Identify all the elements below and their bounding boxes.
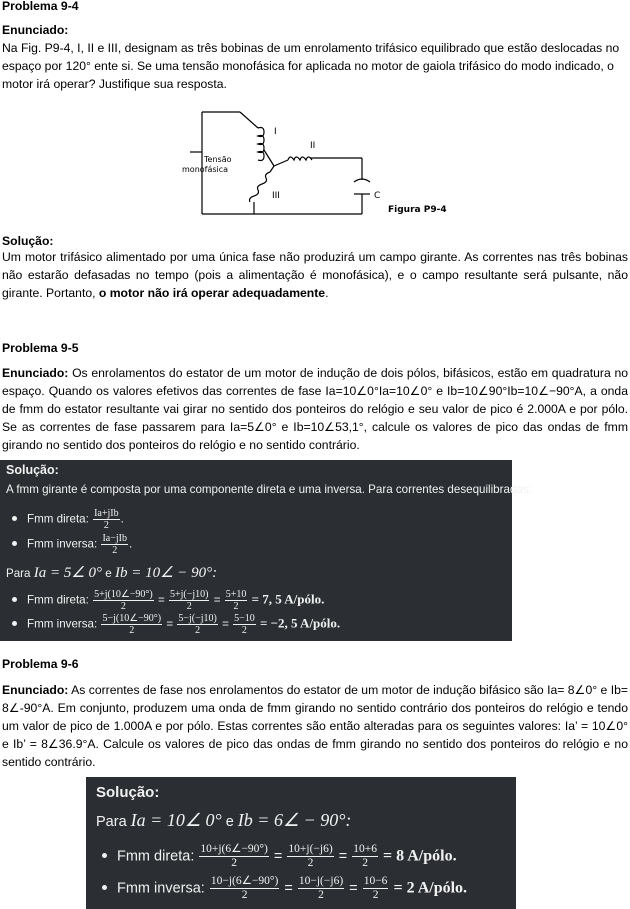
figure-caption: Figura P9-4 bbox=[388, 205, 447, 215]
problem-9-4-solution: Um motor trifásico alimentado por uma única fase não produzirá um campo girante. As correntes nas três bobinas não estarão defasadas no tempo (pois a alimentação é monofásica), e o campo resultante será pulsante, não girante. Portanto, o motor não irá operar adequadamente. bbox=[2, 250, 628, 300]
box-bullet-inversa: Fmm inversa: $\frac{\text{Ia−jIb}}{2}$ . bbox=[6, 533, 132, 556]
bullet-icon bbox=[12, 621, 17, 626]
enunciado-label: Enunciado: bbox=[2, 23, 69, 37]
coil-label-ii: II bbox=[310, 141, 316, 151]
problem-9-4-statement: Na Fig. P9-4, I, II e III, designam as três bobinas de um enrolamento trifásico equilibrado que estão deslocadas no espaço por 120° ente si. Se uma tensão monofásica for aplicada no motor de gaiola trifásico do modo indicado, o motor irá operar? Justifique sua resposta. bbox=[2, 41, 620, 91]
box-para-line: Para Ia = 10∠ 0° e Ib = 6∠ − 90°: bbox=[96, 810, 352, 830]
solution-box-9-6 bbox=[86, 777, 516, 909]
problem-9-4-title: Problema 9-4 bbox=[2, 0, 79, 13]
problem-9-6-title: Problema 9-6 bbox=[2, 657, 79, 671]
box-title: Solução: bbox=[96, 784, 160, 801]
problem-9-6-statement: Enunciado: As correntes de fase nos enrolamentos do estator de um motor de indução bifásico são Ia= 8∠0° e Ib= 8∠-90°A. Em conjunto, produzem uma onda de fmm girando no sentido contrário dos ponteiros do relógio e tendo um valor de pico de 1.000A e por pólo. Estas correntes são então alteradas para os seguintes valores: Ia’ = 10∠0° e Ib’ = 8∠36.9°A. Calcule os valores de pico das ondas de fmm girando no sentido dos ponteiros do relógio e no sentido contrário. bbox=[2, 683, 629, 769]
bullet-icon bbox=[12, 516, 17, 521]
problem-9-5-statement: Enunciado: Os enrolamentos do estator de um motor de indução de dois pólos, bifásicos, estão em quadratura no espaço. Quando os valores efetivos das correntes de fase Ia=10∠0°Ia=10∠0° e Ib=10∠90°Ib=10∠−90°A, a onda de fmm do estator resultante vai girar no sentido dos ponteiros do relógio e seu valor de pico é 2.000A e por pólo. Se as correntes de fase passarem para Ia=5∠0° e Ib=10∠53,1°, calcule os valores de pico das ondas de fmm girando no sentido dos ponteiros do relógio e no sentido contrário. bbox=[2, 366, 628, 452]
box-fmm-direta: Fmm direta: $\frac{5+j(10\angle-90^\circ)}{2}$ = $\frac{5+j(-j10)}{2}$ = $\frac{5+10}{2}$ = 7, 5 A/pólo. bbox=[6, 589, 324, 612]
box-bullet-direta: Fmm direta: $\frac{\text{Ia+jIb}}{2}$ . bbox=[6, 508, 124, 531]
bullet-icon bbox=[102, 885, 107, 890]
solucao-label: Solução: bbox=[2, 234, 54, 248]
coil-label-iii: III bbox=[272, 191, 280, 201]
box-intro: A fmm girante é composta por uma componente direta e uma inversa. Para correntes desequilibradas: bbox=[6, 483, 532, 496]
box-fmm-inversa: Fmm inversa: $\frac{5-j(10\angle-90^\circ)}{2}$ = $\frac{5-j(-j10)}{2}$ = $\frac{5-10}{2}$ = −2, 5 A/pólo. bbox=[6, 613, 340, 636]
box-title: Solução: bbox=[6, 463, 59, 477]
coil-label-i: I bbox=[274, 127, 277, 137]
box-fmm-direta: Fmm direta: $\frac{10+j(6\angle-90^\circ)}{2}$ = $\frac{10+j(-j6)}{2}$ = $\frac{10+6}{2}$ = 8 A/pólo. bbox=[96, 843, 457, 870]
box-fmm-inversa: Fmm inversa: $\frac{10-j(6\angle-90^\circ)}{2}$ = $\frac{10-j(-j6)}{2}$ = $\frac{10-6}{2}$ = 2 A/pólo. bbox=[96, 875, 467, 902]
bullet-icon bbox=[102, 853, 107, 858]
source-label-2: monofásica bbox=[182, 165, 229, 174]
bullet-icon bbox=[12, 541, 17, 546]
solution-box-9-5 bbox=[0, 460, 532, 641]
box-para-line: Para Ia = 5∠ 0° e Ib = 10∠ − 90°: bbox=[6, 565, 218, 581]
source-label-1: Tensão bbox=[204, 155, 232, 164]
capacitor-label: C bbox=[374, 191, 381, 201]
problem-9-5-title: Problema 9-5 bbox=[2, 341, 79, 355]
bullet-icon bbox=[12, 597, 17, 602]
figure-p9-4 bbox=[178, 108, 458, 220]
